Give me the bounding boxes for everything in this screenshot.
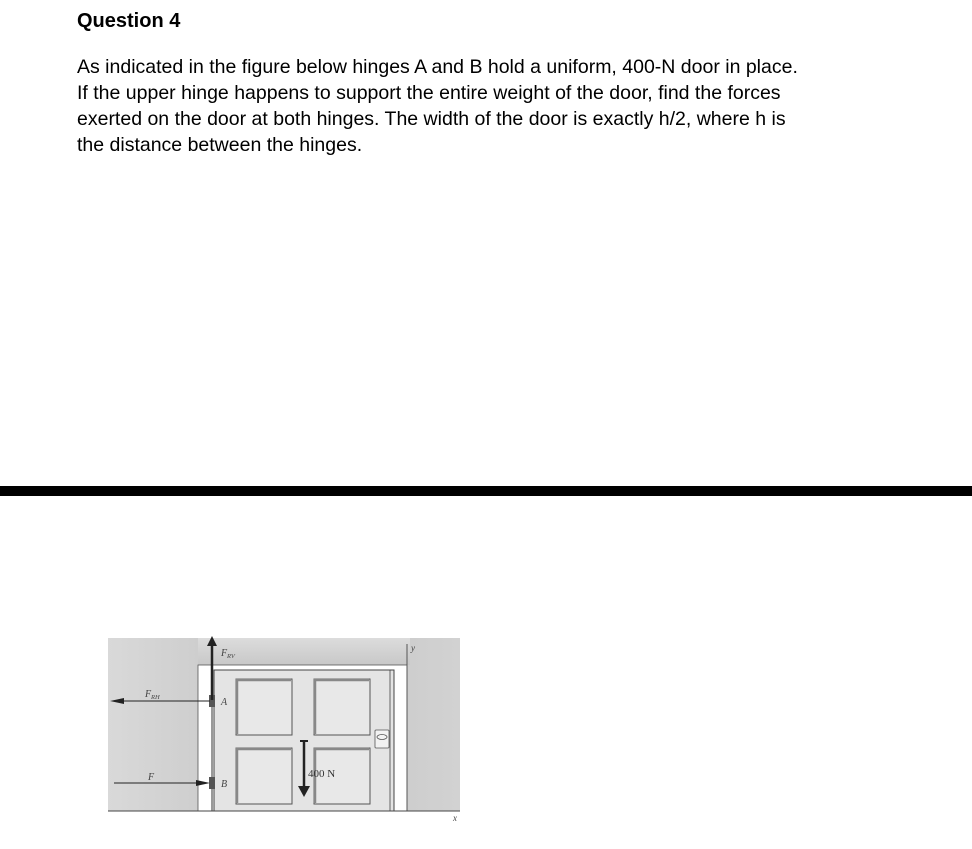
question-line: exerted on the door at both hinges. The width of the door is exactly h/2, where h is — [77, 108, 786, 130]
label-f: F — [148, 772, 155, 783]
label-weight: 400 N — [308, 768, 336, 780]
label-hinge-a: A — [221, 697, 228, 708]
question-body — [77, 54, 937, 158]
label-axis-x: x — [453, 813, 457, 823]
label-hinge-b: B — [221, 779, 228, 790]
question-title: Question 4 — [77, 10, 181, 32]
question-line: If the upper hinge happens to support the entire weight of the door, find the forces — [77, 82, 781, 104]
label-f-rv-sub: RV — [227, 653, 235, 660]
label-axis-y: y — [411, 643, 415, 653]
label-f-rh-sub: RH — [151, 694, 160, 701]
label-f-rh: F — [145, 689, 152, 700]
section-divider — [0, 486, 972, 496]
door-handle — [375, 730, 389, 748]
question-line: the distance between the hinges. — [77, 134, 363, 156]
door-hinge-figure — [100, 630, 470, 830]
question-line: As indicated in the figure below hinges A and B hold a uniform, 400-N door in place. — [77, 56, 798, 78]
label-f-rv: F — [221, 648, 228, 659]
